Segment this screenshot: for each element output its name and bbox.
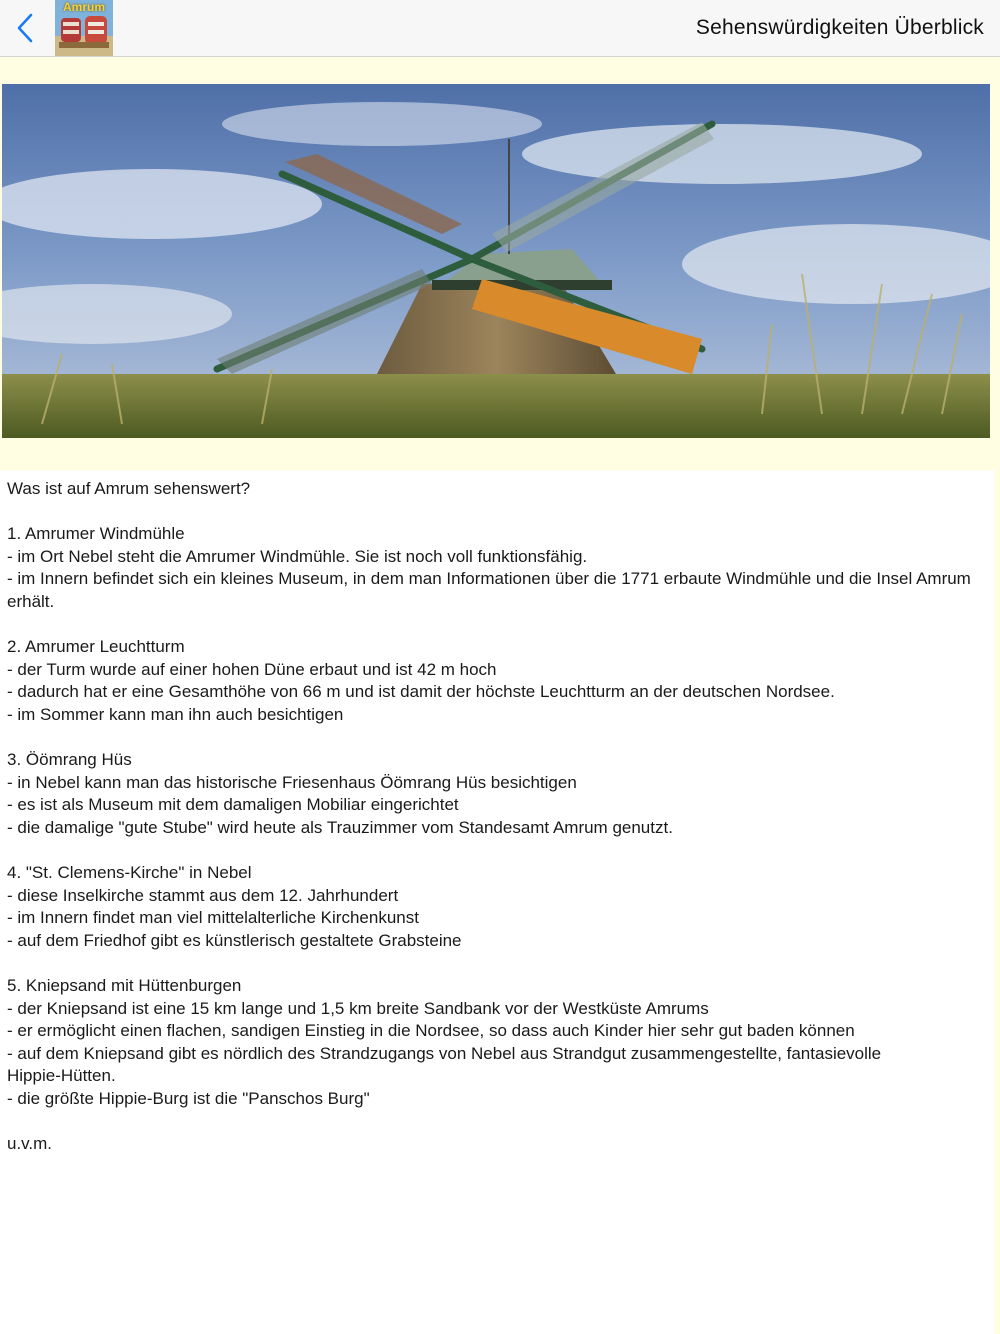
section-line: - diese Inselkirche stammt aus dem 12. Jahrhundert <box>7 885 399 905</box>
section-line: - in Nebel kann man das historische Friesenhaus Öömrang Hüs besichtigen <box>7 772 577 792</box>
content-panel <box>0 470 994 1334</box>
chevron-left-icon <box>16 13 34 43</box>
hero-image <box>2 84 990 438</box>
section-line: - auf dem Friedhof gibt es künstlerisch gestaltete Grabsteine <box>7 930 462 950</box>
section-line: - es ist als Museum mit dem damaligen Mobiliar eingerichtet <box>7 795 459 815</box>
section-line: - der Kniepsand ist eine 15 km lange und 1,5 km breite Sandbank vor der Westküste Amrums <box>7 998 709 1018</box>
section-line: - im Innern befindet sich ein kleines Museum, in dem man Informationen über die 1771 erbaute Windmühle und die Insel Amrum erhält. <box>7 569 976 611</box>
section-line: - er ermöglicht einen flachen, sandigen Einstieg in die Nordsee, so dass auch Kinder hier sehr gut baden können <box>7 1021 855 1041</box>
section-title: 5. Kniepsand mit Hüttenburgen <box>7 976 242 996</box>
navigation-bar <box>0 0 1000 57</box>
windmill-photo <box>2 84 990 438</box>
content-footer: u.v.m. <box>7 1134 53 1154</box>
content-heading: Was ist auf Amrum sehenswert? <box>7 479 251 498</box>
section-line: - der Turm wurde auf einer hohen Düne erbaut und ist 42 m hoch <box>7 659 497 679</box>
section-line: - die größte Hippie-Burg ist die "Panschos Burg" <box>7 1089 370 1109</box>
back-button[interactable] <box>8 8 42 48</box>
section-line: - dadurch hat er eine Gesamthöhe von 66 m und ist damit der höchste Leuchtturm an der deutschen Nordsee. <box>7 682 835 702</box>
section-title: 1. Amrumer Windmühle <box>7 524 185 544</box>
section-title: 3. Öömrang Hüs <box>7 750 132 770</box>
section-title: 4. "St. Clemens-Kirche" in Nebel <box>7 863 252 883</box>
section-line: - auf dem Kniepsand gibt es nördlich des Strandzugangs von Nebel aus Strandgut zusammengestellte, fantasievolle Hippie-Hütten. <box>7 1043 886 1086</box>
app-icon-label: Amrum <box>62 0 105 14</box>
page-title: Sehenswürdigkeiten Überblick <box>695 16 984 39</box>
section-line: - die damalige "gute Stube" wird heute als Trauzimmer vom Standesamt Amrum genutzt. <box>7 817 673 837</box>
section-line: - im Ort Nebel steht die Amrumer Windmühle. Sie ist noch voll funktionsfähig. <box>7 546 588 566</box>
section-line: - im Innern findet man viel mittelalterliche Kirchenkunst <box>7 908 419 928</box>
section-title: 2. Amrumer Leuchtturm <box>7 637 185 657</box>
section-line: - im Sommer kann man ihn auch besichtigen <box>7 704 344 724</box>
app-icon <box>55 0 113 56</box>
